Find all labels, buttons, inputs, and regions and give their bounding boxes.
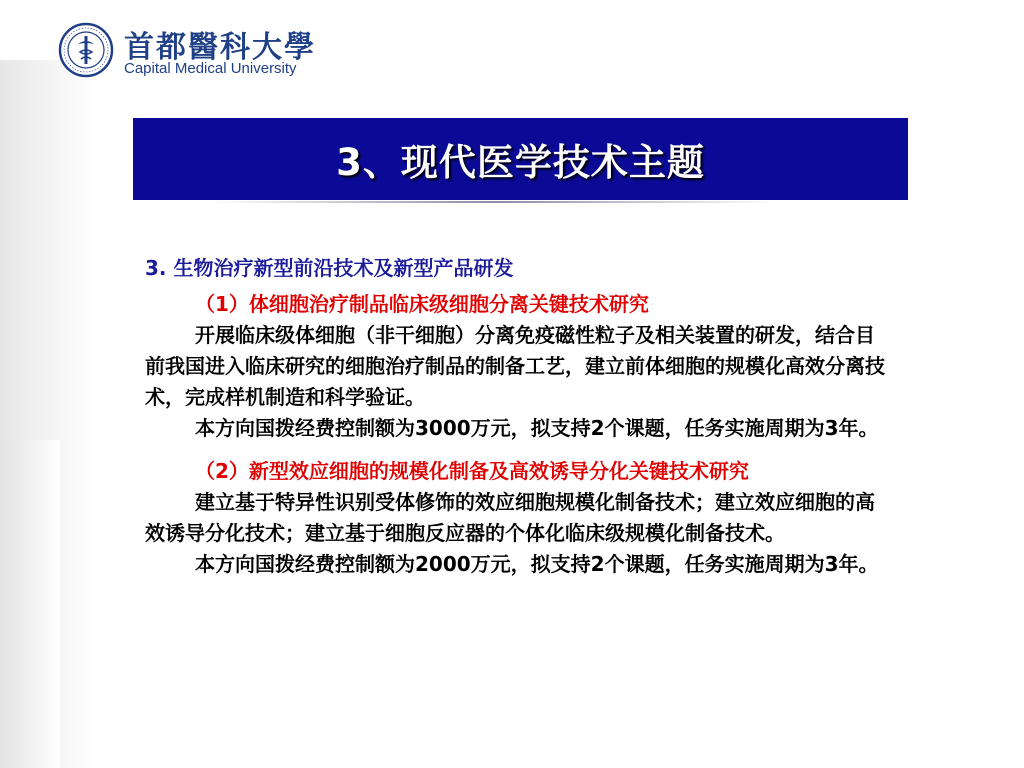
side-shadow-decoration-lower bbox=[0, 440, 60, 768]
subsection-funding-2: 本方向国拨经费控制额为2000万元，拟支持2个课题，任务实施周期为3年。 bbox=[195, 552, 879, 576]
slide-title: 3、现代医学技术主题 bbox=[336, 141, 705, 184]
subsection-title-1: （1）体细胞治疗制品临床级细胞分离关键技术研究 bbox=[195, 292, 649, 316]
title-banner bbox=[133, 118, 908, 200]
subsection-body-2: 建立基于特异性识别受体修饰的效应细胞规模化制备技术；建立效应细胞的高效诱导分化技术；建立基于细胞反应器的个体化临床级规模化制备技术。 bbox=[145, 490, 875, 545]
logo-name-english: Capital Medical University bbox=[124, 60, 297, 77]
subsection-funding-1: 本方向国拨经费控制额为3000万元，拟支持2个课题，任务实施周期为3年。 bbox=[195, 416, 879, 440]
section-heading: 3. 生物治疗新型前沿技术及新型产品研发 bbox=[145, 256, 514, 280]
title-underline bbox=[215, 201, 775, 203]
subsection-body-1: 开展临床级体细胞（非干细胞）分离免疫磁性粒子及相关装置的研发，结合目前我国进入临床研究的细胞治疗制品的制备工艺，建立前体细胞的规模化高效分离技术，完成样机制造和科学验证。 bbox=[145, 323, 885, 409]
subsection-title-2: （2）新型效应细胞的规模化制备及高效诱导分化关键技术研究 bbox=[195, 459, 749, 483]
university-seal-icon bbox=[58, 22, 114, 78]
logo-name-chinese: 首都醫科大學 bbox=[124, 30, 316, 65]
university-logo bbox=[58, 22, 316, 80]
slide-content bbox=[145, 253, 885, 580]
